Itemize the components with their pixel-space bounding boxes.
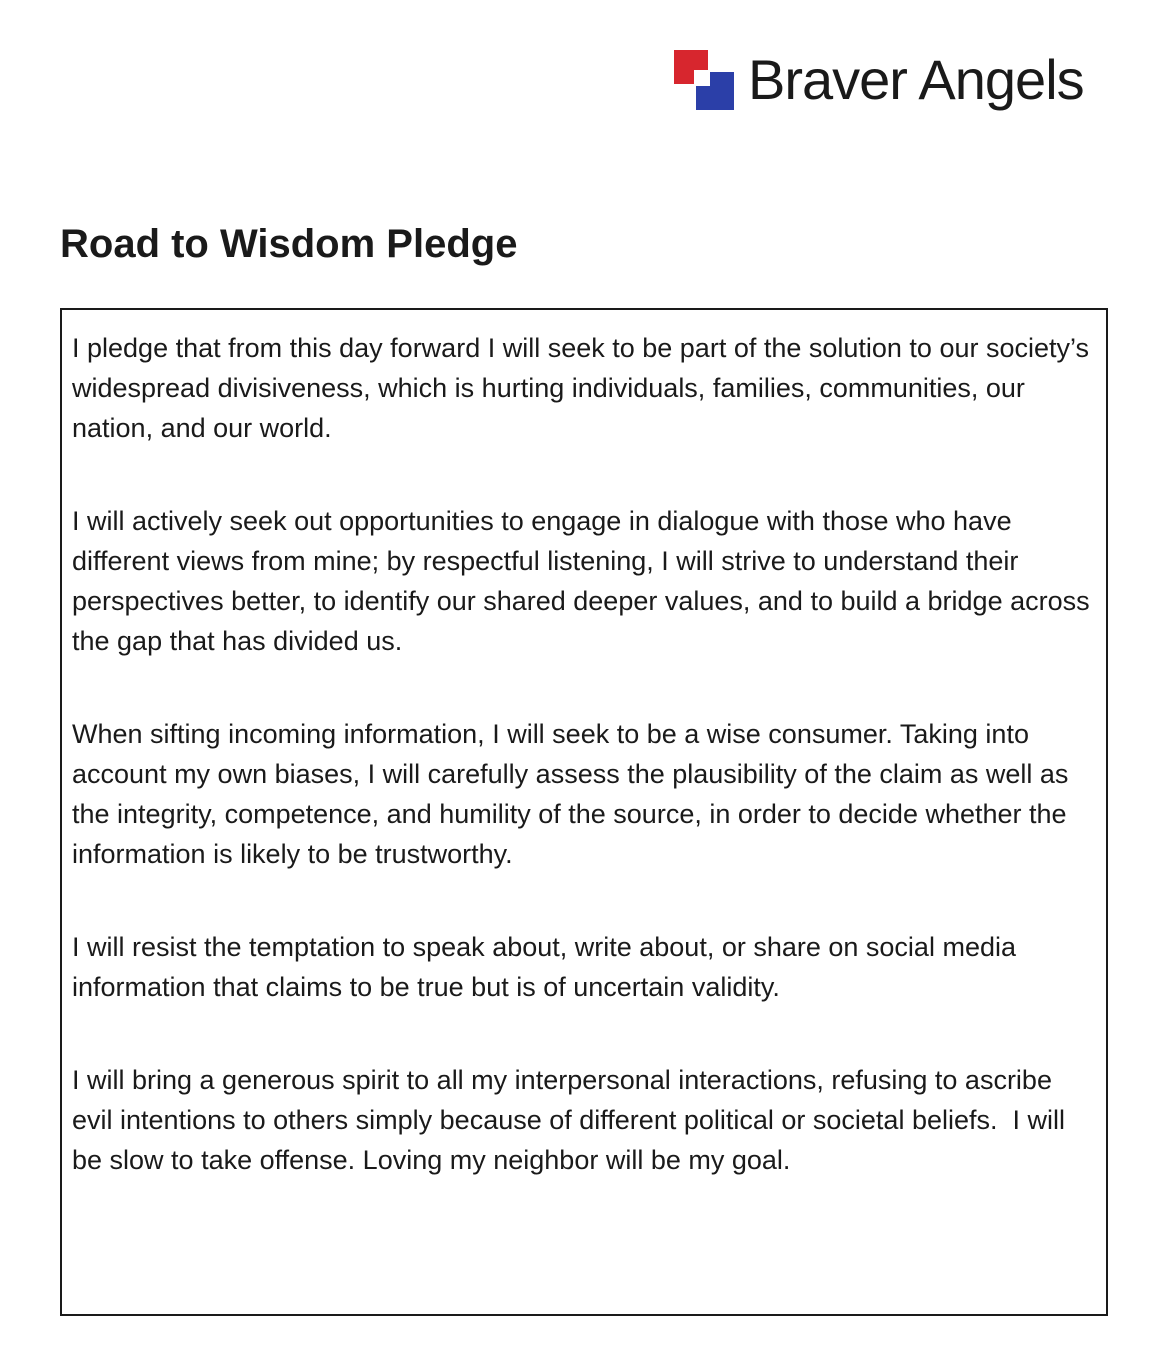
braver-angels-logo-icon bbox=[674, 50, 734, 110]
pledge-paragraph: I pledge that from this day forward I will seek to be part of the solution to our society’s widespread divisiveness, which is hurting individuals, families, communities, our nation, and our world. bbox=[72, 333, 1097, 443]
pledge-paragraph: I will resist the temptation to speak about, write about, or share on social media information that claims to be true but is of uncertain validity. bbox=[72, 932, 1024, 1002]
brand-name: Braver Angels bbox=[748, 48, 1084, 111]
page-title: Road to Wisdom Pledge bbox=[60, 222, 518, 266]
pledge-paragraph: I will actively seek out opportunities to engage in dialogue with those who have different views from mine; by respectful listening, I will strive to understand their perspectives better, to identify our shared deeper values, and to build a bridge across the gap that has divided us. bbox=[72, 506, 1098, 656]
pledge-paragraph: I will bring a generous spirit to all my interpersonal interactions, refusing to ascribe evil intentions to others simply because of different political or societal beliefs. I will be slow to take offense. Loving my neighbor will be my goal. bbox=[72, 1065, 1073, 1175]
pledge-paragraph: When sifting incoming information, I will seek to be a wise consumer. Taking into account my own biases, I will carefully assess the plausibility of the claim as well as the integrity, competence, and humility of the source, in order to decide whether the information is likely to be trustworthy. bbox=[72, 719, 1076, 869]
brand-logo bbox=[674, 48, 1084, 112]
pledge-text-box bbox=[60, 308, 1108, 1316]
